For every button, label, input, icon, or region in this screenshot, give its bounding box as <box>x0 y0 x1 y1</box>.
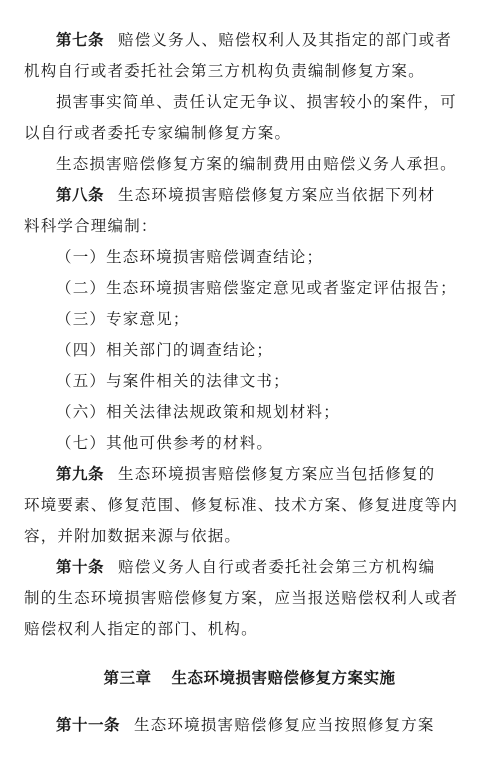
chapter-3-number: 第三章 <box>103 669 152 687</box>
article-10-line-3: 赔偿权利人指定的部门、机构。 <box>24 620 258 638</box>
article-10-line-1 <box>24 552 475 583</box>
article-8-line-1 <box>24 180 475 211</box>
article-10-text: 赔偿义务人自行或者委托社会第三方机构编 <box>118 558 436 576</box>
article-11-text: 生态环境损害赔偿修复应当按照修复方案 <box>134 716 435 734</box>
article-7-para-2-line-2: 以自行或者委托专家编制修复方案。 <box>24 124 292 142</box>
article-7-para-2-line-1: 损害事实简单、责任认定无争议、损害较小的案件，可 <box>56 93 457 111</box>
article-7-label: 第七条 <box>56 31 105 49</box>
article-10-line-2: 制的生态环境损害赔偿修复方案，应当报送赔偿权利人或者 <box>24 589 459 607</box>
article-8-item-4: （四）相关部门的调查结论； <box>56 341 274 359</box>
article-8-item-6: （六）相关法律法规政策和规划材料； <box>56 403 340 421</box>
article-8-line-2: 料科学合理编制： <box>24 217 158 235</box>
article-9-text: 生态环境损害赔偿修复方案应当包括修复的 <box>118 465 436 483</box>
article-8-item-5: （五）与案件相关的法律文书； <box>56 372 290 390</box>
article-9-line-1 <box>24 459 475 490</box>
article-8-label: 第八条 <box>56 186 105 204</box>
article-8-item-7: （七）其他可供参考的材料。 <box>56 434 274 452</box>
chapter-3-title: 生态环境损害赔偿修复方案实施 <box>171 669 396 687</box>
article-9-line-3: 容，并附加数据来源与依据。 <box>24 527 242 545</box>
article-8-item-1: （一）生态环境损害赔偿调查结论； <box>56 248 324 266</box>
article-9-line-2: 环境要素、修复范围、修复标准、技术方案、修复进度等内 <box>24 496 459 514</box>
chapter-3-heading <box>24 663 475 694</box>
article-11-label: 第十一条 <box>56 716 121 734</box>
article-8-text: 生态环境损害赔偿修复方案应当依据下列材 <box>118 186 436 204</box>
article-10-label: 第十条 <box>56 558 105 576</box>
article-8-item-3: （三）专家意见； <box>56 310 190 328</box>
article-7-text: 赔偿义务人、赔偿权利人及其指定的部门或者 <box>118 31 453 49</box>
article-11-line-1 <box>24 710 475 741</box>
article-7-line-2: 机构自行或者委托社会第三方机构负责编制修复方案。 <box>24 62 425 80</box>
article-7-para-3: 生态损害赔偿修复方案的编制费用由赔偿义务人承担。 <box>56 155 457 173</box>
article-7-line-1 <box>24 25 475 56</box>
article-9-label: 第九条 <box>56 465 105 483</box>
article-8-item-2: （二）生态环境损害赔偿鉴定意见或者鉴定评估报告； <box>56 279 457 297</box>
